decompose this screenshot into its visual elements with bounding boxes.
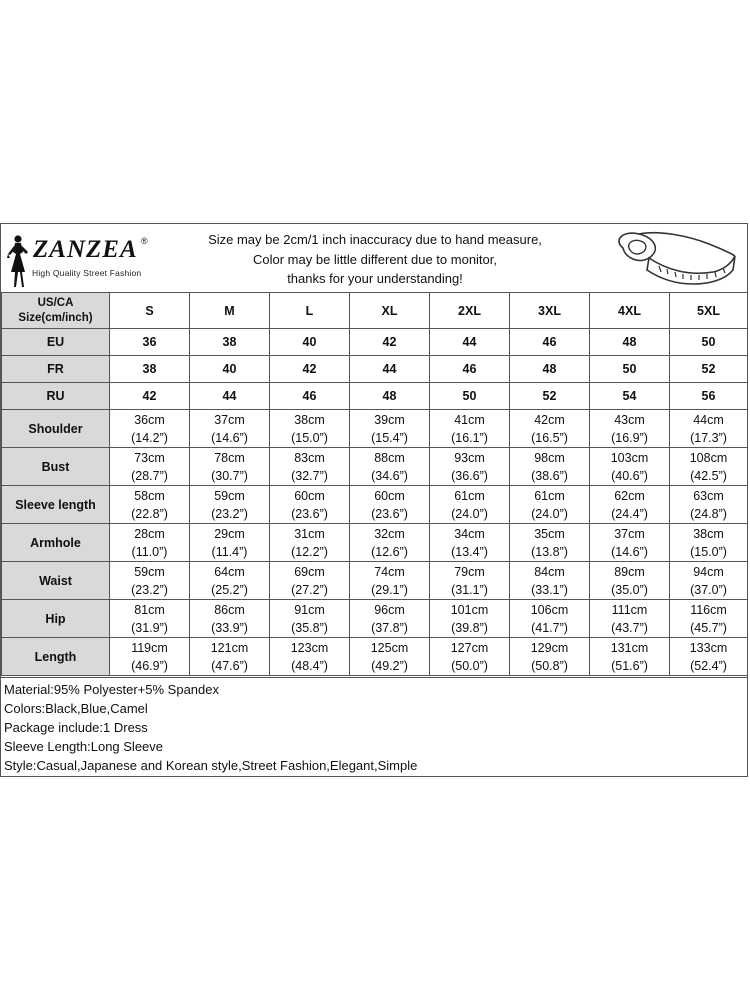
measurement-cell bbox=[190, 486, 270, 524]
conversion-cell: 50 bbox=[670, 329, 748, 356]
measurement-label: Waist bbox=[2, 562, 110, 600]
product-notes bbox=[1, 677, 747, 775]
conversion-cell: 48 bbox=[510, 356, 590, 383]
conversion-cell: 42 bbox=[270, 356, 350, 383]
conversion-cell: 40 bbox=[190, 356, 270, 383]
measurement-row bbox=[2, 600, 748, 638]
inch-value: (37.8”) bbox=[371, 620, 408, 635]
inch-value: (45.7”) bbox=[690, 620, 727, 635]
conversion-cell: 46 bbox=[510, 329, 590, 356]
measurement-cell bbox=[590, 524, 670, 562]
measurement-cell bbox=[670, 524, 748, 562]
measuring-tape-icon bbox=[609, 226, 739, 290]
inch-value: (42.5”) bbox=[690, 468, 727, 483]
measurement-cell bbox=[190, 448, 270, 486]
inch-value: (16.5”) bbox=[531, 430, 568, 445]
cm-value: 88cm bbox=[374, 450, 405, 465]
measurement-label: Sleeve length bbox=[2, 486, 110, 524]
measurement-cell bbox=[590, 638, 670, 676]
inch-value: (50.0”) bbox=[451, 658, 488, 673]
cm-value: 29cm bbox=[214, 526, 245, 541]
cm-value: 123cm bbox=[290, 640, 329, 655]
inch-value: (52.4”) bbox=[690, 658, 727, 673]
cm-value: 64cm bbox=[214, 564, 245, 579]
inch-value: (41.7”) bbox=[531, 620, 568, 635]
cm-value: 89cm bbox=[614, 564, 645, 579]
size-column-header: S bbox=[110, 293, 190, 329]
cm-value: 42cm bbox=[534, 412, 565, 427]
cm-value: 98cm bbox=[534, 450, 565, 465]
measurement-cell bbox=[430, 600, 510, 638]
conversion-label: FR bbox=[2, 356, 110, 383]
measurement-cell bbox=[190, 562, 270, 600]
measurement-cell bbox=[590, 486, 670, 524]
inch-value: (13.8”) bbox=[531, 544, 568, 559]
measurement-cell bbox=[350, 562, 430, 600]
conversion-label: RU bbox=[2, 383, 110, 410]
cm-value: 129cm bbox=[530, 640, 569, 655]
measurement-row bbox=[2, 410, 748, 448]
inch-value: (49.2”) bbox=[371, 658, 408, 673]
measurement-cell bbox=[430, 638, 510, 676]
measurement-cell bbox=[110, 410, 190, 448]
inch-value: (36.6”) bbox=[451, 468, 488, 483]
conversion-cell: 40 bbox=[270, 329, 350, 356]
note-package: Package include:1 Dress bbox=[4, 720, 148, 735]
measurement-cell bbox=[350, 486, 430, 524]
measurement-cell bbox=[430, 486, 510, 524]
cm-value: 36cm bbox=[134, 412, 165, 427]
measurement-label: Armhole bbox=[2, 524, 110, 562]
cm-value: 81cm bbox=[134, 602, 165, 617]
inch-value: (16.1”) bbox=[451, 430, 488, 445]
cm-value: 61cm bbox=[454, 488, 485, 503]
cm-value: 61cm bbox=[534, 488, 565, 503]
cm-value: 125cm bbox=[370, 640, 409, 655]
conversion-cell: 52 bbox=[670, 356, 748, 383]
cm-value: 43cm bbox=[614, 412, 645, 427]
measurement-cell bbox=[270, 486, 350, 524]
measurement-cell bbox=[670, 486, 748, 524]
cm-value: 133cm bbox=[689, 640, 728, 655]
cm-value: 58cm bbox=[134, 488, 165, 503]
inch-value: (24.0”) bbox=[531, 506, 568, 521]
conversion-cell: 36 bbox=[110, 329, 190, 356]
measurement-cell bbox=[350, 600, 430, 638]
measurement-cell bbox=[350, 410, 430, 448]
notice-line: thanks for your understanding! bbox=[287, 271, 463, 286]
conversion-cell: 50 bbox=[430, 383, 510, 410]
inch-value: (12.6”) bbox=[371, 544, 408, 559]
conversion-cell: 42 bbox=[110, 383, 190, 410]
inch-value: (23.6”) bbox=[291, 506, 328, 521]
cm-value: 106cm bbox=[530, 602, 569, 617]
inch-value: (43.7”) bbox=[611, 620, 648, 635]
inch-value: (40.6”) bbox=[611, 468, 648, 483]
cm-value: 41cm bbox=[454, 412, 485, 427]
size-column-header: 4XL bbox=[590, 293, 670, 329]
size-column-header: 3XL bbox=[510, 293, 590, 329]
measurement-notice bbox=[171, 230, 579, 289]
cm-value: 127cm bbox=[450, 640, 489, 655]
cm-value: 101cm bbox=[450, 602, 489, 617]
size-chart-sheet bbox=[0, 223, 748, 777]
conversion-cell: 54 bbox=[590, 383, 670, 410]
conversion-label: EU bbox=[2, 329, 110, 356]
size-table bbox=[1, 292, 748, 676]
cm-value: 74cm bbox=[374, 564, 405, 579]
cm-value: 62cm bbox=[614, 488, 645, 503]
measurement-cell bbox=[430, 448, 510, 486]
cm-value: 35cm bbox=[534, 526, 565, 541]
cm-value: 34cm bbox=[454, 526, 485, 541]
cm-value: 78cm bbox=[214, 450, 245, 465]
measurement-cell bbox=[350, 524, 430, 562]
inch-value: (29.1”) bbox=[371, 582, 408, 597]
cm-value: 32cm bbox=[374, 526, 405, 541]
brand-name: ZANZEA bbox=[33, 236, 138, 263]
measurement-cell bbox=[590, 600, 670, 638]
inch-value: (16.9”) bbox=[611, 430, 648, 445]
note-style: Style:Casual,Japanese and Korean style,Street Fashion,Elegant,Simple bbox=[4, 758, 418, 773]
measurement-cell bbox=[590, 562, 670, 600]
measurement-cell bbox=[190, 638, 270, 676]
measurement-label: Bust bbox=[2, 448, 110, 486]
cm-value: 38cm bbox=[693, 526, 724, 541]
inch-value: (13.4”) bbox=[451, 544, 488, 559]
cm-value: 131cm bbox=[610, 640, 649, 655]
inch-value: (14.2”) bbox=[131, 430, 168, 445]
cm-value: 37cm bbox=[214, 412, 245, 427]
measurement-cell bbox=[670, 410, 748, 448]
measurement-cell bbox=[670, 562, 748, 600]
measurement-cell bbox=[110, 562, 190, 600]
measurement-cell bbox=[430, 524, 510, 562]
note-material: Material:95% Polyester+5% Spandex bbox=[4, 682, 219, 697]
measurement-cell bbox=[110, 638, 190, 676]
notice-line: Size may be 2cm/1 inch inaccuracy due to hand measure, bbox=[208, 232, 542, 247]
brand-tagline: High Quality Street Fashion bbox=[32, 268, 142, 278]
inch-value: (23.6”) bbox=[371, 506, 408, 521]
measurement-cell bbox=[110, 448, 190, 486]
inch-value: (23.2”) bbox=[211, 506, 248, 521]
measurement-cell bbox=[110, 600, 190, 638]
inch-value: (22.8”) bbox=[131, 506, 168, 521]
inch-value: (14.6”) bbox=[211, 430, 248, 445]
cm-value: 116cm bbox=[690, 602, 727, 617]
conversion-cell: 56 bbox=[670, 383, 748, 410]
cm-value: 38cm bbox=[294, 412, 325, 427]
brand-logo bbox=[5, 230, 165, 290]
measurement-cell bbox=[430, 410, 510, 448]
conversion-cell: 42 bbox=[350, 329, 430, 356]
note-colors: Colors:Black,Blue,Camel bbox=[4, 701, 148, 716]
row-header-label bbox=[2, 293, 110, 329]
inch-value: (37.0”) bbox=[690, 582, 727, 597]
cm-value: 94cm bbox=[693, 564, 724, 579]
cm-value: 79cm bbox=[454, 564, 485, 579]
cm-value: 44cm bbox=[693, 412, 724, 427]
inch-value: (23.2”) bbox=[131, 582, 168, 597]
cm-value: 60cm bbox=[374, 488, 405, 503]
cm-value: 108cm bbox=[689, 450, 728, 465]
inch-value: (32.7”) bbox=[291, 468, 328, 483]
measurement-cell bbox=[270, 638, 350, 676]
cm-value: 60cm bbox=[294, 488, 325, 503]
measurement-cell bbox=[510, 638, 590, 676]
size-column-header: 5XL bbox=[670, 293, 748, 329]
conversion-cell: 46 bbox=[430, 356, 510, 383]
note-sleeve-length: Sleeve Length:Long Sleeve bbox=[4, 739, 164, 754]
measurement-cell bbox=[110, 524, 190, 562]
inch-value: (25.2”) bbox=[211, 582, 248, 597]
measurement-cell bbox=[510, 486, 590, 524]
cm-value: 111cm bbox=[611, 602, 648, 617]
measurement-row bbox=[2, 562, 748, 600]
inch-value: (46.9”) bbox=[131, 658, 168, 673]
cm-value: 91cm bbox=[294, 602, 325, 617]
measurement-cell bbox=[110, 486, 190, 524]
inch-value: (31.1”) bbox=[451, 582, 488, 597]
inch-value: (48.4”) bbox=[291, 658, 328, 673]
measurement-cell bbox=[590, 448, 670, 486]
inch-value: (15.4”) bbox=[371, 430, 408, 445]
measurement-cell bbox=[670, 638, 748, 676]
inch-value: (34.6”) bbox=[371, 468, 408, 483]
size-column-header: XL bbox=[350, 293, 430, 329]
measurement-cell bbox=[350, 638, 430, 676]
cm-value: 59cm bbox=[134, 564, 165, 579]
measurement-label: Length bbox=[2, 638, 110, 676]
size-column-header: M bbox=[190, 293, 270, 329]
inch-value: (30.7”) bbox=[211, 468, 248, 483]
conversion-cell: 48 bbox=[350, 383, 430, 410]
conversion-row bbox=[2, 383, 748, 410]
cm-value: 86cm bbox=[214, 602, 245, 617]
measurement-cell bbox=[510, 600, 590, 638]
cm-value: 37cm bbox=[614, 526, 645, 541]
fashion-figure-icon bbox=[5, 232, 35, 292]
inch-value: (27.2”) bbox=[291, 582, 328, 597]
cm-value: 59cm bbox=[214, 488, 245, 503]
inch-value: (11.4”) bbox=[211, 544, 248, 559]
size-header-row bbox=[2, 293, 748, 329]
size-chart-header bbox=[1, 224, 747, 293]
inch-value: (11.0”) bbox=[131, 544, 168, 559]
inch-value: (12.2”) bbox=[291, 544, 328, 559]
measurement-row bbox=[2, 486, 748, 524]
inch-value: (24.4”) bbox=[611, 506, 648, 521]
measurement-label: Shoulder bbox=[2, 410, 110, 448]
conversion-cell: 38 bbox=[190, 329, 270, 356]
conversion-cell: 52 bbox=[510, 383, 590, 410]
conversion-cell: 44 bbox=[190, 383, 270, 410]
measurement-cell bbox=[190, 410, 270, 448]
measurement-cell bbox=[190, 524, 270, 562]
inch-value: (15.0”) bbox=[291, 430, 328, 445]
cm-value: 96cm bbox=[374, 602, 405, 617]
inch-value: (38.6”) bbox=[531, 468, 568, 483]
inch-value: (47.6”) bbox=[211, 658, 248, 673]
inch-value: (35.8”) bbox=[291, 620, 328, 635]
conversion-cell: 38 bbox=[110, 356, 190, 383]
size-column-header: 2XL bbox=[430, 293, 510, 329]
cm-value: 119cm bbox=[131, 640, 168, 655]
inch-value: (24.0”) bbox=[451, 506, 488, 521]
inch-value: (51.6”) bbox=[611, 658, 648, 673]
notice-line: Color may be little different due to monitor, bbox=[253, 251, 497, 267]
measurement-cell bbox=[510, 562, 590, 600]
measurement-cell bbox=[430, 562, 510, 600]
measurement-cell bbox=[190, 600, 270, 638]
cm-value: 28cm bbox=[134, 526, 165, 541]
inch-value: (14.6”) bbox=[611, 544, 648, 559]
cm-value: 83cm bbox=[294, 450, 325, 465]
measurement-row bbox=[2, 448, 748, 486]
cm-value: 121cm bbox=[210, 640, 249, 655]
cm-value: 63cm bbox=[693, 488, 724, 503]
inch-value: (15.0”) bbox=[690, 544, 727, 559]
measurement-cell bbox=[510, 524, 590, 562]
measurement-cell bbox=[270, 448, 350, 486]
measurement-cell bbox=[510, 410, 590, 448]
measurement-row bbox=[2, 638, 748, 676]
inch-value: (39.8”) bbox=[451, 620, 488, 635]
measurement-cell bbox=[670, 448, 748, 486]
measurement-cell bbox=[270, 562, 350, 600]
measurement-cell bbox=[270, 410, 350, 448]
cm-value: 93cm bbox=[454, 450, 485, 465]
inch-value: (33.1”) bbox=[531, 582, 568, 597]
cm-value: 31cm bbox=[294, 526, 325, 541]
cm-value: 84cm bbox=[534, 564, 565, 579]
conversion-row bbox=[2, 329, 748, 356]
us-ca-label: US/CA bbox=[37, 296, 74, 309]
conversion-cell: 44 bbox=[350, 356, 430, 383]
measurement-row bbox=[2, 524, 748, 562]
cm-value: 39cm bbox=[374, 412, 405, 427]
inch-value: (17.3”) bbox=[690, 430, 727, 445]
size-column-header: L bbox=[270, 293, 350, 329]
size-unit-label: Size(cm/inch) bbox=[18, 311, 93, 324]
measurement-cell bbox=[510, 448, 590, 486]
conversion-cell: 44 bbox=[430, 329, 510, 356]
registered-mark: ® bbox=[141, 236, 148, 246]
inch-value: (35.0”) bbox=[611, 582, 648, 597]
cm-value: 103cm bbox=[610, 450, 649, 465]
conversion-cell: 50 bbox=[590, 356, 670, 383]
cm-value: 73cm bbox=[134, 450, 165, 465]
inch-value: (31.9”) bbox=[131, 620, 168, 635]
measurement-cell bbox=[590, 410, 670, 448]
conversion-cell: 46 bbox=[270, 383, 350, 410]
measurement-label: Hip bbox=[2, 600, 110, 638]
conversion-cell: 48 bbox=[590, 329, 670, 356]
inch-value: (50.8”) bbox=[531, 658, 568, 673]
measurement-cell bbox=[350, 448, 430, 486]
cm-value: 69cm bbox=[294, 564, 325, 579]
measurement-cell bbox=[270, 524, 350, 562]
inch-value: (33.9”) bbox=[211, 620, 248, 635]
inch-value: (24.8”) bbox=[690, 506, 727, 521]
inch-value: (28.7”) bbox=[131, 468, 168, 483]
measurement-cell bbox=[670, 600, 748, 638]
conversion-row bbox=[2, 356, 748, 383]
measurement-cell bbox=[270, 600, 350, 638]
